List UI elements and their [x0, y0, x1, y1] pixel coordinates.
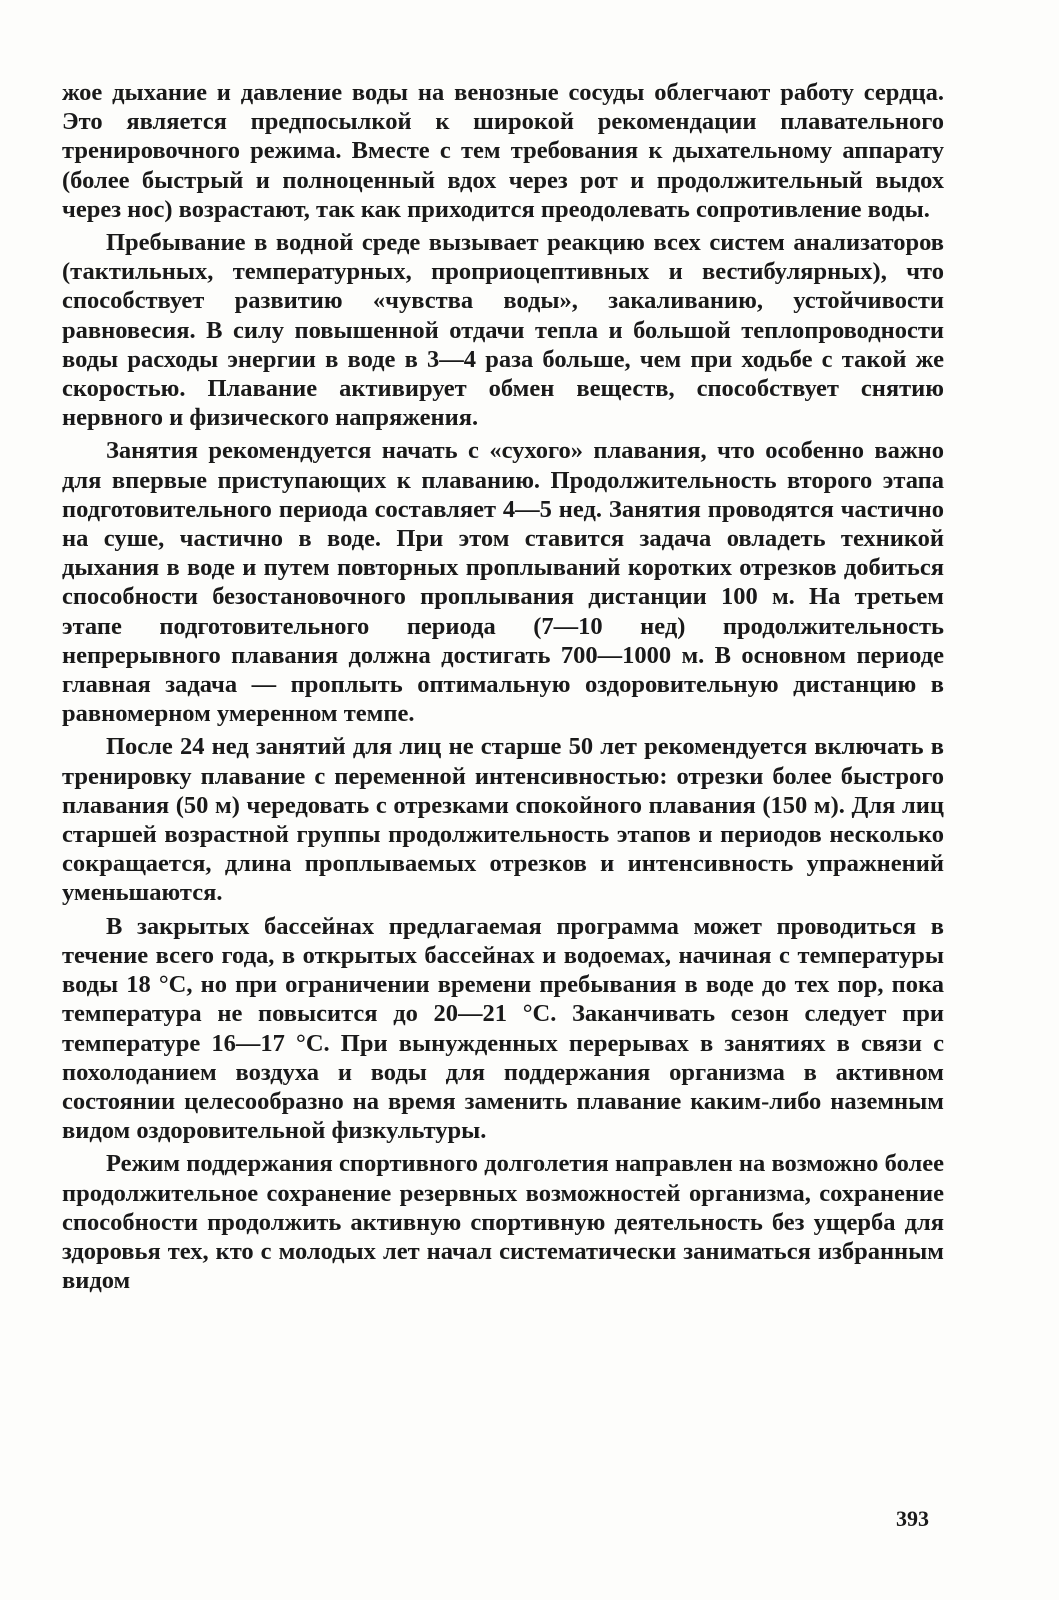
page-number: 393 [896, 1506, 929, 1531]
paragraph-3: Занятия рекомендуется начать с «сухого» плавания, что особенно важно для впервые приступающих к плаванию. Продолжительность второго этапа подготовительного периода составляет 4—5 нед. Занятия проводятся частично на суше, частично в воде. При этом ставится задача овладеть техникой дыхания в воде и путем повторных проплываний коротких отрезков добиться способности безостановочного проплывания дистанции 100 м. На третьем этапе подготовительного периода (7—10 нед) продолжительность непрерывного плавания должна достигать 700—1000 м. В основном периоде главная задача — проплыть оптимальную оздоровительную дистанцию в равномерном умеренном темпе. [62, 437, 944, 728]
paragraph-6: Режим поддержания спортивного долголетия направлен на возможно более продолжительное сохранение резервных возможностей организма, сохранение способности продолжить активную спортивную деятельность без ущерба для здоровья тех, кто с молодых лет начал систематически заниматься избранным видом [62, 1150, 944, 1295]
paragraph-4: После 24 нед занятий для лиц не старше 50 лет рекомендуется включать в тренировку плавание с переменной интенсивностью: отрезки более быстрого плавания (50 м) чередовать с отрезками спокойного плавания (150 м). Для лиц старшей возрастной группы продолжительность этапов и периодов несколько сокращается, длина проплываемых отрезков и интенсивность упражнений уменьшаются. [62, 733, 944, 907]
paragraph-2: Пребывание в водной среде вызывает реакцию всех систем анализаторов (тактильных, температурных, проприоцептивных и вестибулярных), что способствует развитию «чувства воды», закаливанию, устойчивости равновесия. В силу повышенной отдачи тепла и большой теплопроводности воды расходы энергии в воде в 3—4 раза больше, чем при ходьбе с такой же скоростью. Плавание активирует обмен веществ, способствует снятию нервного и физического напряжения. [62, 229, 944, 432]
body-text [62, 78, 944, 1299]
paragraph-5: В закрытых бассейнах предлагаемая программа может проводиться в течение всего года, в открытых бассейнах и водоемах, начиная с температуры воды 18 °С, но при ограничении времени пребывания в воде до тех пор, пока температура не повысится до 20—21 °С. Заканчивать сезон следует при температуре 16—17 °С. При вынужденных перерывах в занятиях в связи с похолоданием воздуха и воды для поддержания организма в активном состоянии целесообразно на время заменить плавание каким-либо наземным видом оздоровительной физкультуры. [62, 912, 944, 1145]
paragraph-1: жое дыхание и давление воды на венозные сосуды облегчают работу сердца. Это является предпосылкой к широкой рекомендации плавательного тренировочного режима. Вместе с тем требования к дыхательному аппарату (более быстрый и полноценный вдох через рот и продолжительный выдох через нос) возрастают, так как приходится преодолевать сопротивление воды. [62, 79, 944, 223]
